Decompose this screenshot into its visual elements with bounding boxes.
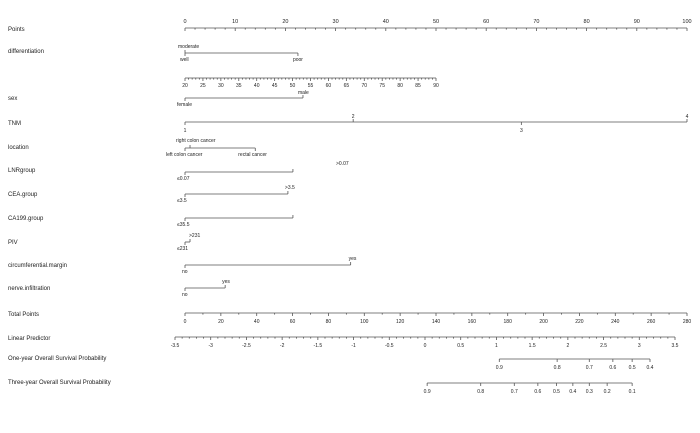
survival-tick-label: 0.7 bbox=[585, 365, 593, 371]
total-tick-label: 200 bbox=[539, 319, 548, 325]
lp-tick-label: 3.5 bbox=[671, 343, 679, 349]
variable-name: sex bbox=[8, 96, 18, 102]
level-label: 2 bbox=[351, 114, 355, 120]
survival-tick-label: 0.3 bbox=[585, 389, 593, 395]
age-tick-label: 65 bbox=[343, 83, 350, 89]
survival-tick-label: 0.6 bbox=[534, 389, 542, 395]
points-tick-label: 20 bbox=[282, 19, 289, 25]
points-tick-label: 40 bbox=[382, 19, 389, 25]
level-label: ≤3.5 bbox=[177, 198, 187, 204]
points-tick-label: 10 bbox=[232, 19, 239, 25]
points-tick-label: 60 bbox=[483, 19, 490, 25]
age-tick-label: 45 bbox=[271, 83, 278, 89]
lp-tick-label: -1.5 bbox=[313, 343, 323, 349]
total-tick-label: 20 bbox=[218, 319, 224, 325]
lp-tick-label: 2.5 bbox=[600, 343, 608, 349]
lp-tick-label: -1 bbox=[351, 343, 356, 349]
lp-tick-label: 0.5 bbox=[457, 343, 465, 349]
survival-axis-title: Three-year Overall Survival Probability bbox=[8, 380, 111, 386]
variable-name: location bbox=[8, 145, 29, 151]
age-tick-label: 50 bbox=[289, 83, 296, 89]
total-tick-label: 240 bbox=[611, 319, 620, 325]
level-label: male bbox=[297, 90, 309, 96]
level-label: 3 bbox=[519, 128, 523, 134]
age-tick-label: 75 bbox=[379, 83, 385, 89]
age-tick-label: 30 bbox=[218, 83, 224, 89]
age-tick-label: 25 bbox=[200, 83, 206, 89]
survival-tick-label: 0.5 bbox=[628, 365, 636, 371]
total-tick-label: 120 bbox=[395, 319, 405, 325]
points-tick-label: 100 bbox=[682, 19, 692, 25]
age-tick-label: 80 bbox=[397, 83, 403, 89]
total-tick-label: 0 bbox=[183, 319, 187, 325]
lp-tick-label: -2 bbox=[279, 343, 285, 349]
level-label: yes bbox=[348, 256, 357, 262]
lp-tick-label: -3.5 bbox=[170, 343, 180, 349]
age-tick-label: 90 bbox=[433, 83, 439, 89]
lp-tick-label: 2 bbox=[566, 343, 570, 349]
lp-tick-label: -3 bbox=[208, 343, 213, 349]
variable-name: circumferential.margin bbox=[8, 263, 68, 269]
points-tick-label: 70 bbox=[533, 19, 540, 25]
survival-tick-label: 0.1 bbox=[628, 389, 636, 395]
variable-name: TNM bbox=[8, 121, 21, 127]
survival-tick-label: 0.4 bbox=[569, 389, 577, 395]
variable-name: differentiation bbox=[8, 49, 44, 55]
level-label: well bbox=[180, 57, 189, 63]
total-tick-label: 180 bbox=[503, 319, 512, 325]
variable-name: nerve.infiltration bbox=[8, 286, 51, 292]
level-label: >231 bbox=[189, 233, 201, 239]
lp-tick-label: -2.5 bbox=[242, 343, 251, 349]
variable-name: LNRgroup bbox=[8, 168, 36, 174]
survival-tick-label: 0.8 bbox=[553, 365, 561, 371]
level-label: right colon cancer bbox=[176, 138, 216, 144]
total-tick-label: 80 bbox=[325, 319, 332, 325]
points-tick-label: 50 bbox=[432, 19, 440, 25]
survival-tick-label: 0.7 bbox=[510, 389, 518, 395]
survival-tick-label: 0.5 bbox=[552, 389, 560, 395]
total-tick-label: 60 bbox=[289, 319, 296, 325]
survival-tick-label: 0.4 bbox=[646, 365, 654, 371]
total-tick-label: 260 bbox=[646, 319, 656, 325]
age-tick-label: 35 bbox=[236, 83, 242, 89]
level-label: left colon cancer bbox=[166, 152, 203, 158]
level-label: >0.07 bbox=[336, 161, 349, 167]
level-label: 4 bbox=[685, 114, 689, 120]
points-tick-label: 90 bbox=[633, 19, 640, 25]
points-axis-title: Points bbox=[8, 27, 25, 33]
total-tick-label: 100 bbox=[360, 319, 369, 325]
variable-name: CEA.group bbox=[8, 192, 38, 198]
level-label: ≤0.07 bbox=[177, 176, 190, 182]
level-label: >3.5 bbox=[284, 185, 295, 191]
survival-tick-label: 0.9 bbox=[423, 389, 431, 395]
points-tick-label: 80 bbox=[583, 19, 590, 25]
age-tick-label: 55 bbox=[307, 83, 314, 89]
level-label: moderate bbox=[178, 44, 200, 50]
lp-tick-label: 0 bbox=[423, 343, 427, 349]
survival-axis-title: One-year Overall Survival Probability bbox=[8, 356, 107, 362]
level-label: rectal cancer bbox=[238, 152, 267, 158]
age-tick-label: 20 bbox=[182, 83, 188, 89]
age-tick-label: 70 bbox=[361, 83, 368, 89]
variable-name: PIV bbox=[8, 240, 18, 246]
variable-name: CA199.group bbox=[8, 216, 44, 222]
linear-predictor-title: Linear Predictor bbox=[8, 336, 51, 342]
level-label: female bbox=[177, 102, 193, 108]
lp-tick-label: 1.5 bbox=[528, 343, 536, 349]
survival-tick-label: 0.9 bbox=[495, 365, 503, 371]
total-tick-label: 160 bbox=[467, 319, 477, 325]
survival-tick-label: 0.2 bbox=[603, 389, 611, 395]
lp-tick-label: -0.5 bbox=[384, 343, 394, 349]
age-tick-label: 85 bbox=[415, 83, 421, 89]
total-points-title: Total Points bbox=[8, 312, 40, 318]
age-tick-label: 40 bbox=[253, 83, 260, 89]
level-label: no bbox=[182, 269, 188, 275]
total-tick-label: 220 bbox=[575, 319, 584, 325]
lp-tick-label: 3 bbox=[637, 343, 641, 349]
age-tick-label: 60 bbox=[325, 83, 332, 89]
level-label: yes bbox=[222, 279, 230, 285]
total-tick-label: 280 bbox=[682, 319, 692, 325]
survival-tick-label: 0.8 bbox=[477, 389, 485, 395]
level-label: poor bbox=[292, 57, 303, 63]
points-tick-label: 30 bbox=[332, 19, 339, 25]
level-label: 1 bbox=[183, 128, 187, 134]
points-tick-label: 0 bbox=[183, 19, 187, 25]
level-label: ≤35.5 bbox=[177, 222, 190, 228]
survival-tick-label: 0.6 bbox=[609, 365, 617, 371]
level-label: ≤231 bbox=[177, 246, 189, 252]
total-tick-label: 40 bbox=[253, 319, 260, 325]
total-tick-label: 140 bbox=[431, 319, 441, 325]
level-label: no bbox=[182, 292, 188, 298]
lp-tick-label: 1 bbox=[495, 343, 498, 349]
